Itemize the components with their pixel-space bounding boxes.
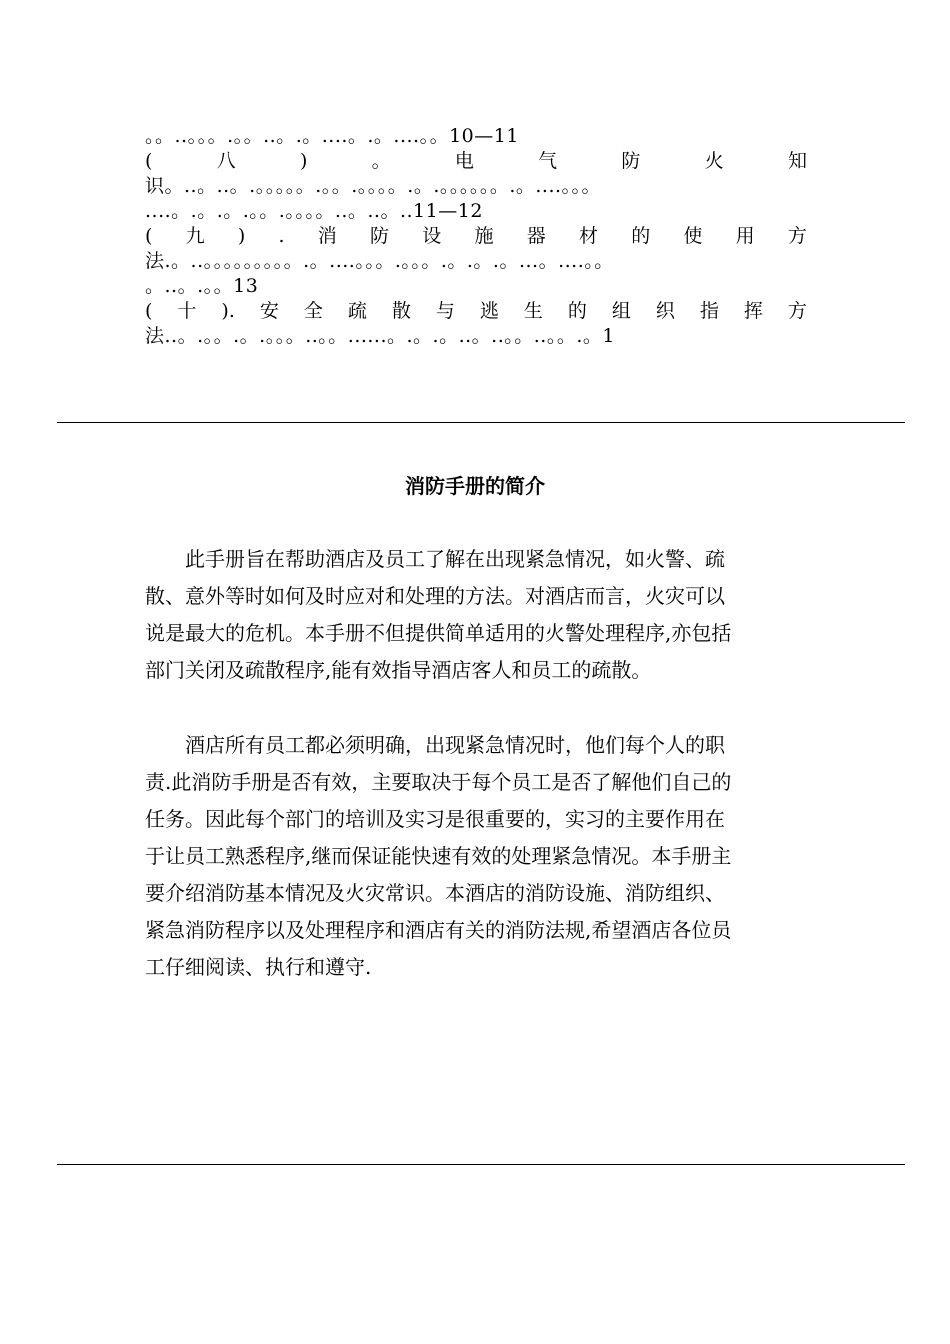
toc-heading-char: )	[237, 225, 246, 247]
toc-heading-char: 织	[655, 300, 675, 322]
toc-heading-char: 器	[526, 225, 546, 247]
toc-entry-8-line3: ....。.。.。.。。.。。。。..。..。..11—12	[145, 200, 483, 222]
paragraph-line: 散、意外等时如何及时应对和处理的方法。对酒店而言，火灾可以	[145, 584, 725, 608]
toc-heading-char: 防	[370, 225, 390, 247]
intro-paragraph-1	[145, 541, 810, 689]
toc-heading-char: 方	[787, 300, 807, 322]
paragraph-line: 要介绍消防基本情况及火灾常识。本酒店的消防设施、消防组织、	[145, 881, 725, 905]
toc-heading-char: 组	[611, 300, 631, 322]
toc-heading-char: 逃	[479, 300, 499, 322]
toc-heading-char: 用	[735, 225, 755, 247]
paragraph-line: 责.此消防手册是否有效，主要取决于每个员工是否了解他们自己的	[145, 770, 732, 794]
toc-heading-char: (	[145, 150, 153, 172]
toc-heading-char: 散	[391, 300, 411, 322]
paragraph-line: 说是最大的危机。本手册不但提供简单适用的火警处理程序,亦包括	[145, 621, 732, 645]
page-divider-bottom	[57, 1164, 905, 1165]
section-title: 消防手册的简介	[405, 474, 545, 498]
toc-heading-char: 十	[177, 300, 197, 322]
toc-heading-char: 气	[538, 150, 558, 172]
toc-heading-char: 的	[567, 300, 587, 322]
toc-heading-char: 施	[474, 225, 494, 247]
toc-heading-char: )	[299, 150, 308, 172]
toc-heading-char: 消	[317, 225, 337, 247]
toc-heading-char: ).	[221, 300, 235, 322]
toc-heading-char: 安	[259, 300, 279, 322]
toc-heading-char: 的	[631, 225, 651, 247]
table-of-contents	[145, 124, 807, 349]
toc-heading-char: 方	[787, 225, 807, 247]
page-divider-top	[57, 422, 905, 423]
paragraph-line: 紧急消防程序以及处理程序和酒店有关的消防法规,希望酒店各位员	[145, 918, 732, 942]
toc-heading-char: 使	[683, 225, 703, 247]
toc-entry-10-line2: 法..。.。。.。.。。。..。。......。.。.。..。..。。..。。.。1	[145, 325, 615, 347]
toc-entry-9-line3: 。..。.。。13	[145, 275, 259, 297]
toc-entry-8-heading	[145, 149, 807, 174]
paragraph-line: 工仔细阅读、执行和遵守.	[145, 955, 372, 979]
toc-heading-char: 挥	[743, 300, 763, 322]
toc-heading-char: (	[145, 225, 153, 247]
toc-entry-10-heading	[145, 299, 807, 324]
toc-line-entry7-end: 。。..。。。.。。..。.。....。.。....。。10—11	[145, 125, 519, 147]
toc-heading-char: (	[145, 300, 153, 322]
toc-heading-char: 材	[578, 225, 598, 247]
toc-entry-9-heading	[145, 224, 807, 249]
paragraph-line: 于让员工熟悉程序,继而保证能快速有效的处理紧急情况。本手册主	[145, 844, 732, 868]
toc-heading-char: 疏	[347, 300, 367, 322]
toc-heading-char: 指	[699, 300, 719, 322]
toc-heading-char: 。	[371, 150, 391, 172]
paragraph-line: 此手册旨在帮助酒店及员工了解在出现紧急情况，如火警、疏	[145, 547, 725, 571]
toc-heading-char: 与	[435, 300, 455, 322]
toc-entry-9-line2: 法.。..。。。。。。。。。.。....。。。.。。。.。.。.。...。....。。	[145, 250, 614, 272]
toc-heading-char: 防	[621, 150, 641, 172]
toc-heading-char: 火	[704, 150, 724, 172]
toc-heading-char: 八	[216, 150, 236, 172]
toc-heading-char: 全	[303, 300, 323, 322]
toc-entry-8-line2: 识。..。..。.。。。。。.。。.。。。。.。.。。。。。。.。....。。。	[145, 175, 602, 197]
toc-heading-char: 九	[185, 225, 205, 247]
toc-heading-char: 知	[787, 150, 807, 172]
paragraph-line: 任务。因此每个部门的培训及实习是很重要的，实习的主要作用在	[145, 807, 725, 831]
toc-heading-char: .	[278, 225, 285, 247]
paragraph-line: 部门关闭及疏散程序,能有效指导酒店客人和员工的疏散。	[145, 658, 652, 682]
intro-paragraph-2	[145, 727, 810, 986]
toc-heading-char: 生	[523, 300, 543, 322]
paragraph-line: 酒店所有员工都必须明确，出现紧急情况时，他们每个人的职	[145, 733, 725, 757]
toc-heading-char: 电	[454, 150, 474, 172]
toc-heading-char: 设	[422, 225, 442, 247]
